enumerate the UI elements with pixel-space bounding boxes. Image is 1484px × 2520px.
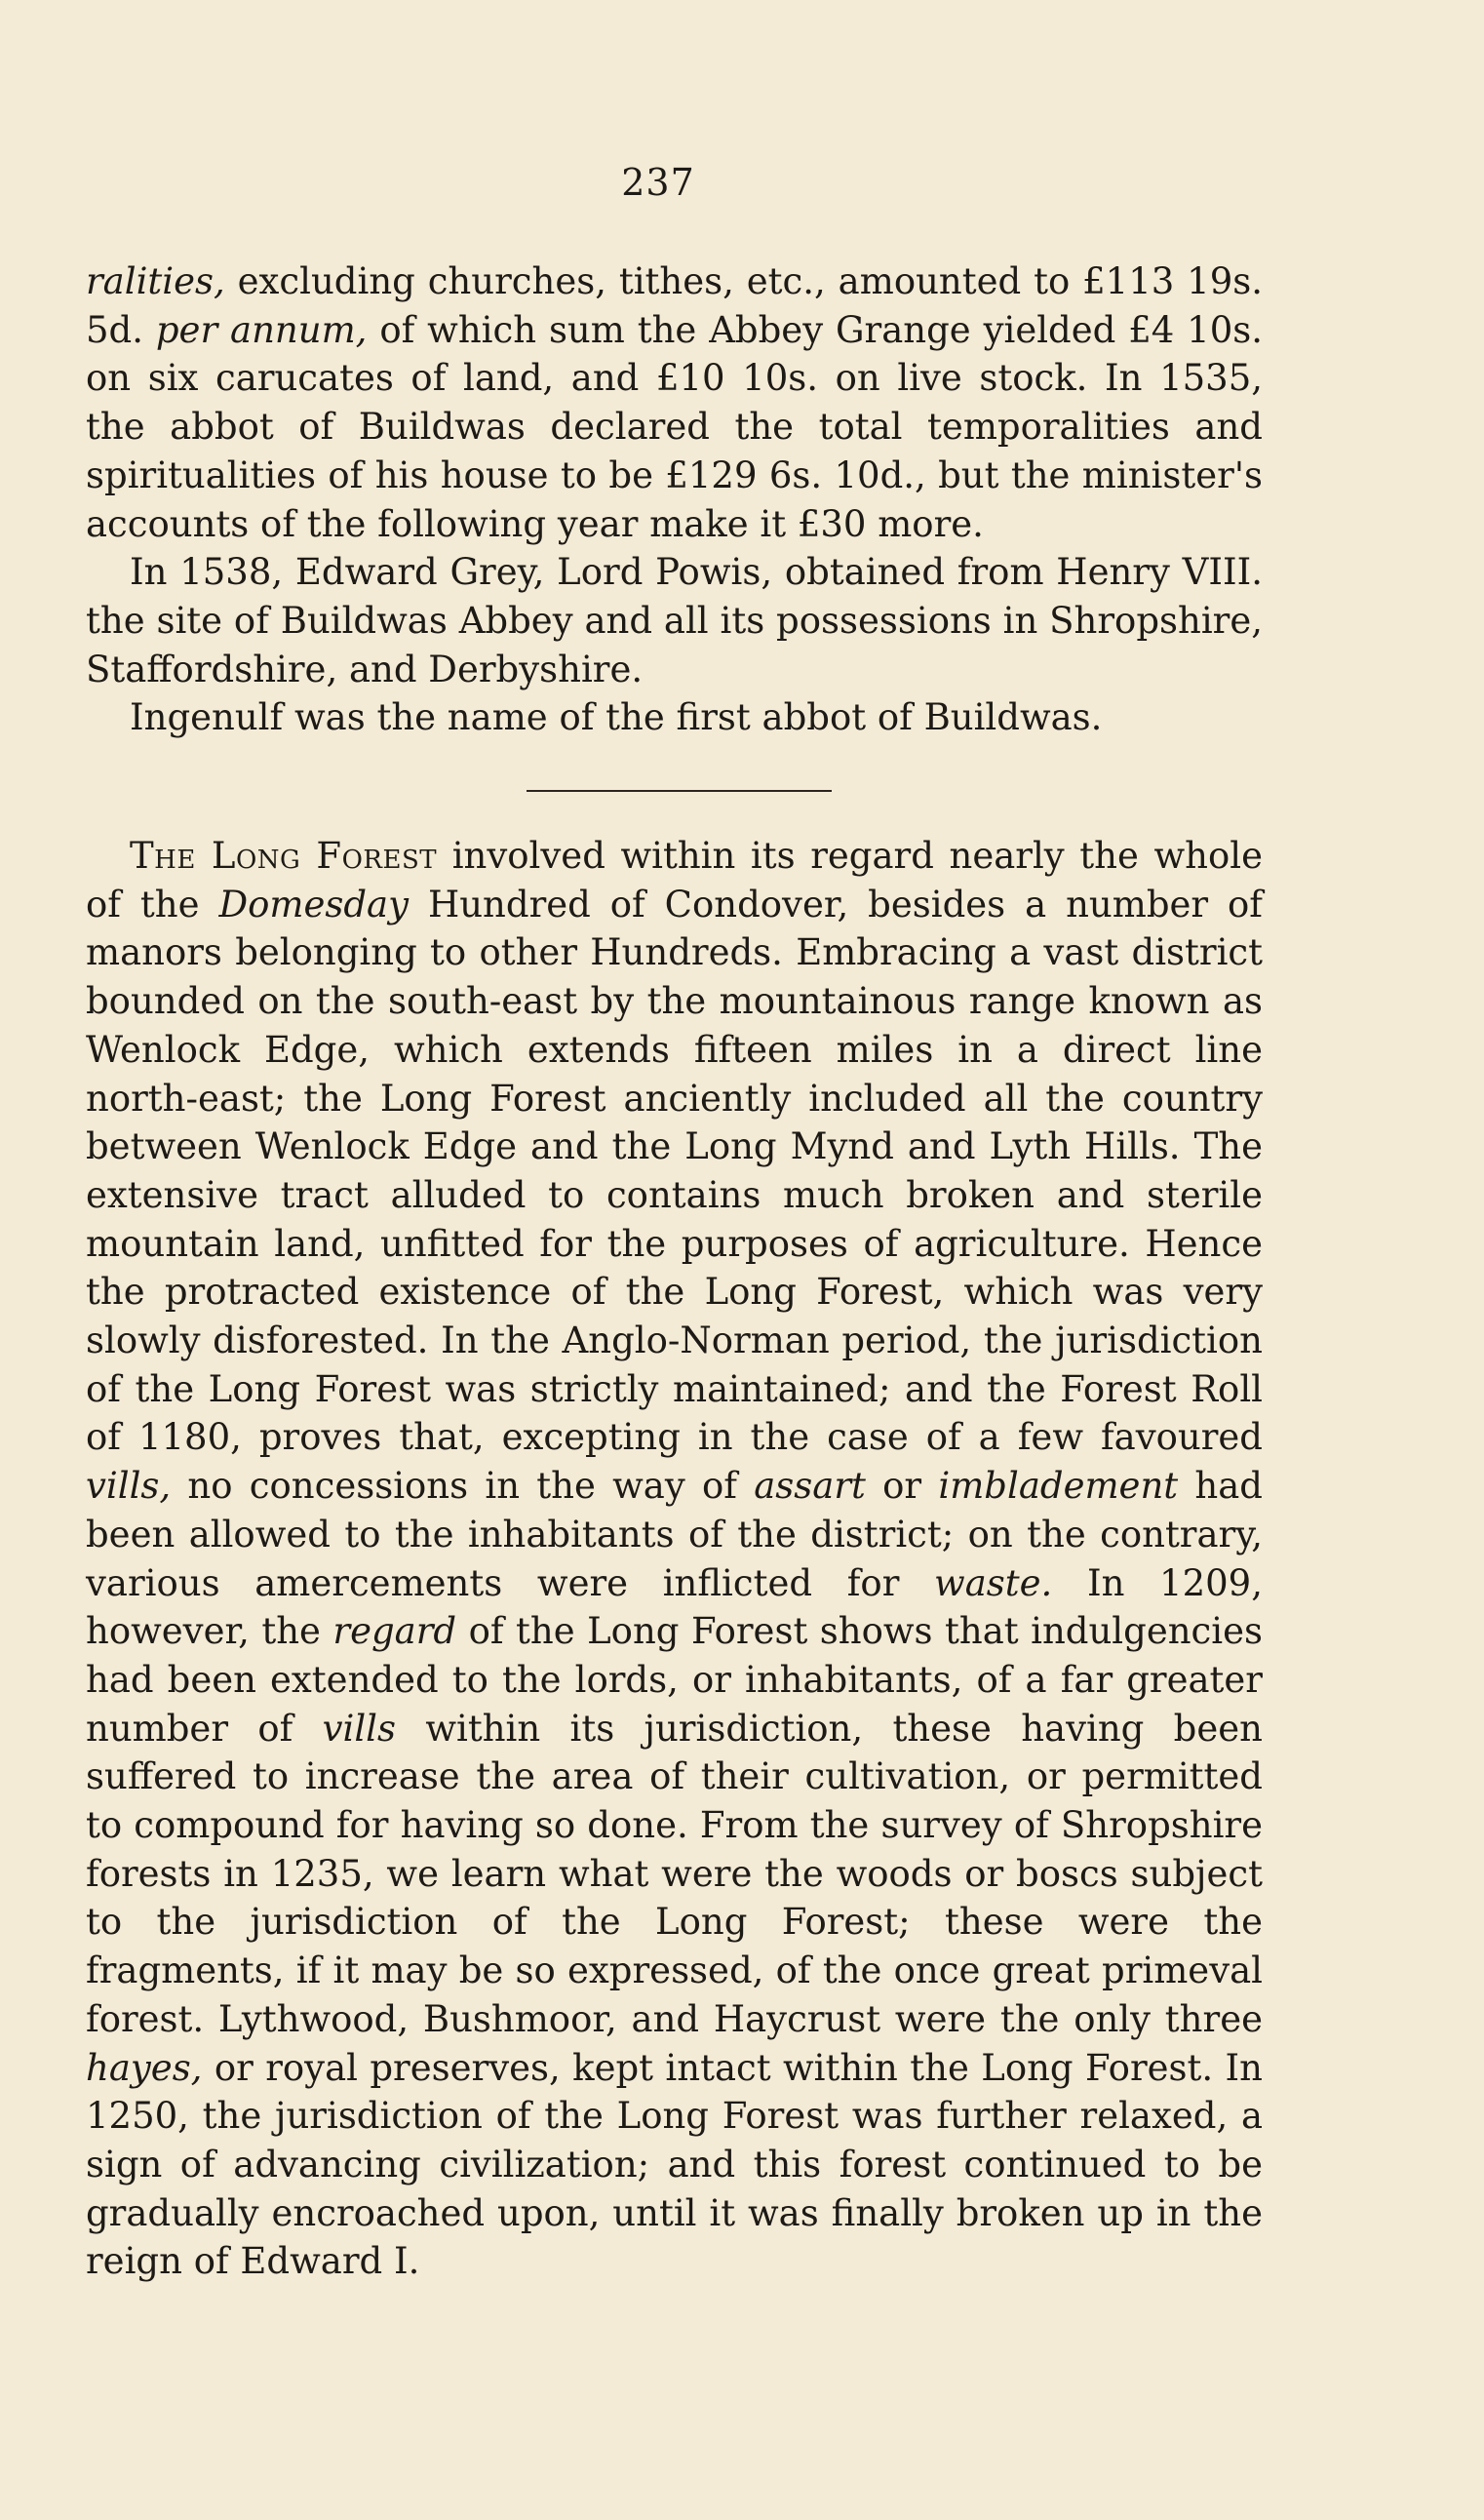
paragraph-text: no concessions in the way of [171,1465,755,1508]
italic-text: imbladement [938,1465,1179,1508]
italic-text: Domesday [218,883,410,925]
paragraph-text: of the Long Forest shows that indulgencies had been extended to the lords, or inhabitants, of a far greater number of [86,1610,1263,1750]
paragraph-edward-grey: In 1538, Edward Grey, Lord Powis, obtained from Henry VIII. the site of Buildwas Abbey and all its possessions in Shropshire, Staffordshire, and Derbyshire. [86,551,1263,690]
italic-text: regard [332,1610,457,1653]
paragraph-text: or royal preserves, kept intact within the Long Forest. In 1250, the jurisdiction of the Long Forest was further relaxed, a sign of advancing civilization; and this forest continued to be gradually encroached upon, until it was finally broken up in the reign of Edward I. [86,2046,1263,2283]
paragraph-text: Hundred of Condover, besides a number of manors belonging to other Hundreds. Embracing a vast district bounded on the south-east by the mountainous range known as Wenlock Edge, which extends fifteen miles in a direct line north-east; the Long Forest anciently included all the country between Wenlock Edge and the Long Mynd and Lyth Hills. The extensive tract alluded to contains much broken and sterile mountain land, unfitted for the purposes of agriculture. Hence the protracted existence of the Long Forest, which was very slowly disforested. In the Anglo-Norman period, the jurisdiction of the Long Forest was strictly maintained; and the Forest Roll of 1180, proves that, excepting in the case of a few favoured [86,883,1263,1459]
italic-text: hayes, [86,2046,203,2089]
paragraph-text: involved within its regard nearly the whole of the [86,835,1263,925]
italic-text: ralities, [86,260,225,302]
italic-text: per annum, [155,308,368,351]
italic-text: waste. [934,1561,1053,1604]
paragraph-text: excluding churches, tithes, etc., amounted to £113 19s. 5d. [86,260,1263,351]
italic-text: vills [322,1707,397,1750]
paragraph-text: had been allowed to the inhabitants of the district; on the contrary, various amercements were inflicted for [86,1465,1263,1604]
italic-text: vills, [86,1465,172,1508]
section-divider [527,790,832,792]
paragraph-text: within its jurisdiction, these having been suffered to increase the area of their cultivation, or permitted to compound for having so done. From the survey of Shropshire forests in 1235, we learn what were the woods or boscs subject to the jurisdiction of the Long Forest; these were the fragments, if it may be so expressed, of the once great primeval forest. Lythwood, Bushmoor, and Haycrust were the only three [86,1707,1263,2040]
paragraph-long-forest [86,832,1263,2286]
section-two [86,832,1263,2286]
italic-text: assart [754,1465,866,1508]
paragraph-revenues [86,257,1263,548]
paragraph-text: or [865,1465,939,1508]
paragraph-ingenulf: Ingenulf was the name of the first abbot of Buildwas. [130,696,1103,739]
page-number: 237 [621,161,695,204]
paragraph-text: In 1209, however, the [86,1561,1263,1653]
section-one [86,257,1263,742]
paragraph-text: of which sum the Abbey Grange yielded £4 10s. on six carucates of land, and £10 10s. on live stock. In 1535, the abbot of Buildwas declared the total temporalities and spiritualities of his house to be £129 6s. 10d., but the minister's accounts of the following year make it £30 more. [86,308,1264,545]
section-heading: The Long Forest [130,835,438,877]
